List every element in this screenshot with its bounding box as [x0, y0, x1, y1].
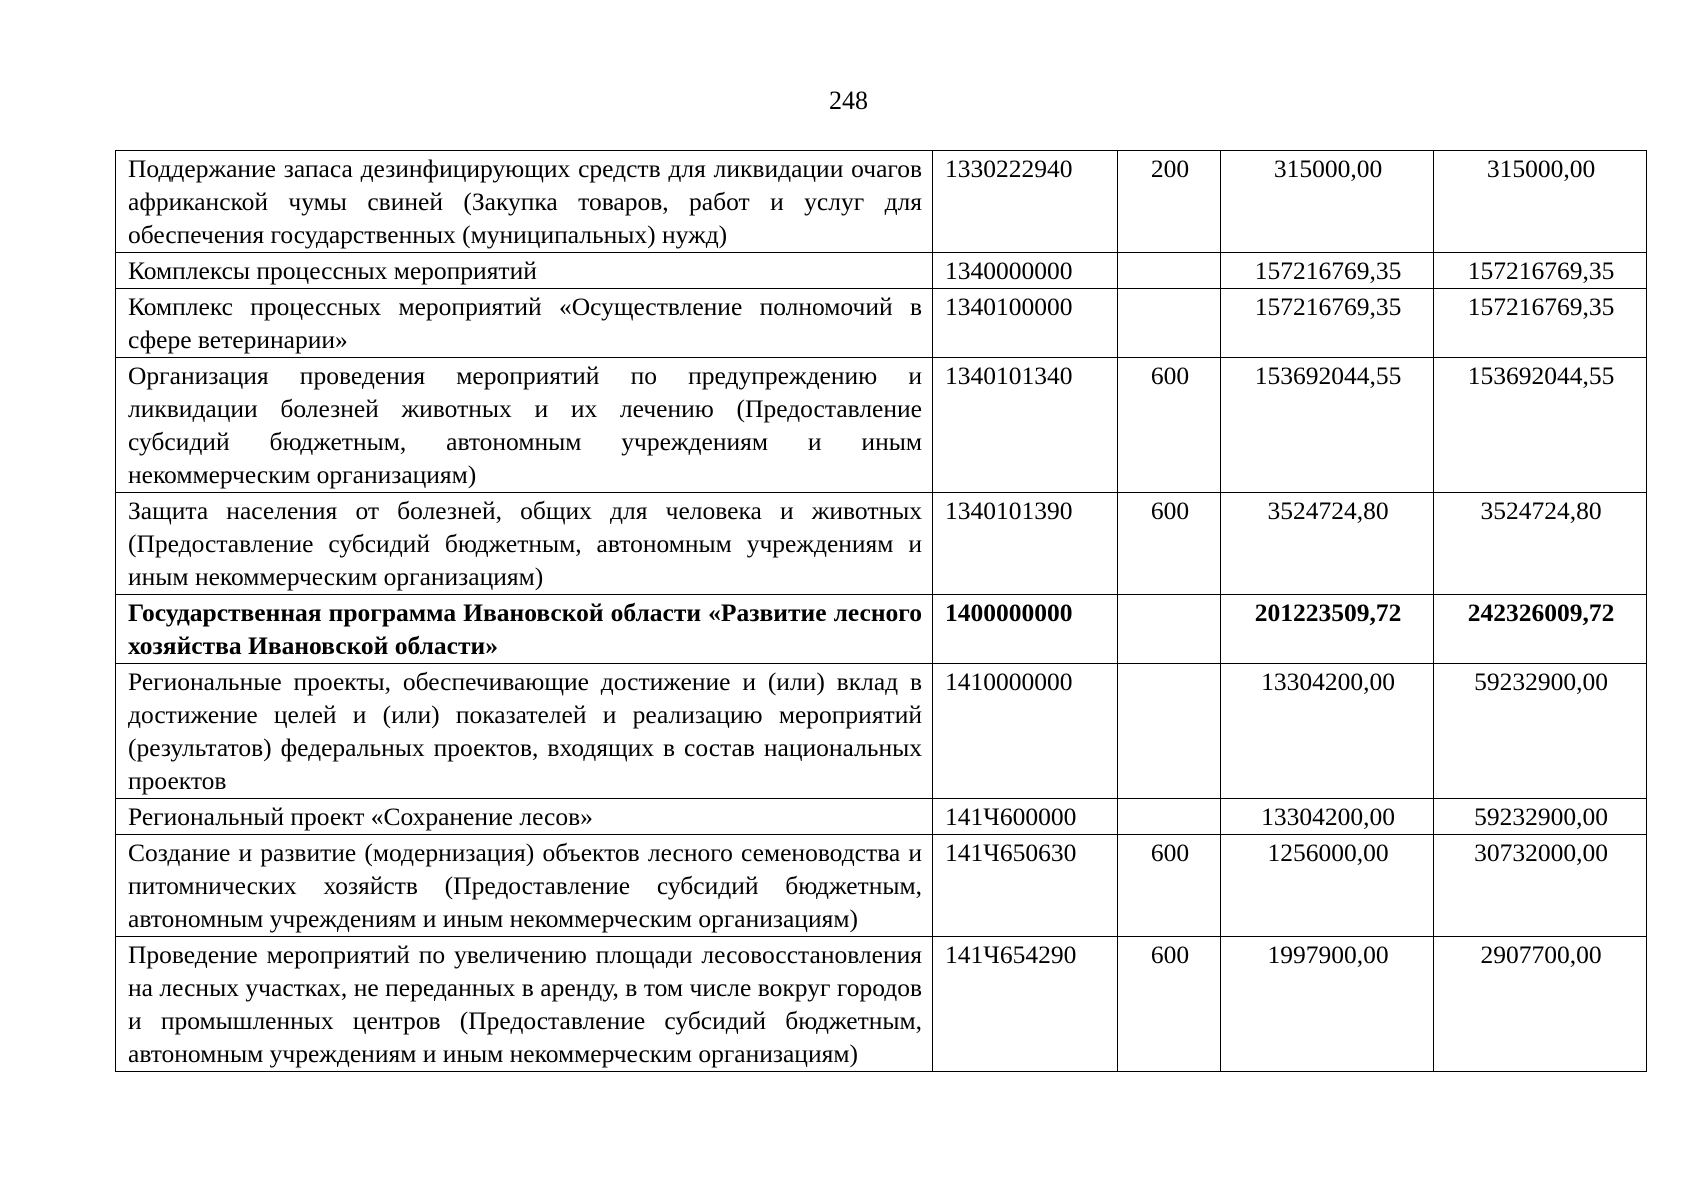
row-code-cell: 141Ч654290 [933, 937, 1118, 1072]
row-amount-second-cell: 157216769,35 [1434, 289, 1647, 358]
row-amount-first-cell: 1997900,00 [1221, 937, 1434, 1072]
table-row [116, 493, 1647, 595]
row-name-cell: Комплексы процессных мероприятий [116, 253, 933, 289]
row-expense-type-cell: 600 [1118, 835, 1221, 937]
page-number: 248 [829, 86, 868, 115]
row-name-cell: Региональные проекты, обеспечивающие достижение и (или) вклад в достижение целей и (или) показателей и реализацию мероприятий (результатов) федеральных проектов, входящих в состав национальных проектов [116, 664, 933, 799]
row-name-cell: Создание и развитие (модернизация) объектов лесного семеноводства и питомнических хозяйств (Предоставление субсидий бюджетным, автономным учреждениям и иным некоммерческим организациям) [116, 835, 933, 937]
row-expense-type-cell: 600 [1118, 358, 1221, 493]
row-expense-type-cell [1118, 664, 1221, 799]
budget-table-body [116, 151, 1647, 1072]
row-code-cell: 141Ч600000 [933, 799, 1118, 835]
row-amount-first-cell: 3524724,80 [1221, 493, 1434, 595]
table-row [116, 664, 1647, 799]
table-row [116, 595, 1647, 664]
row-amount-second-cell: 2907700,00 [1434, 937, 1647, 1072]
row-name-cell: Защита населения от болезней, общих для человека и животных (Предоставление субсидий бюджетным, автономным учреждениям и иным некоммерческим организациям) [116, 493, 933, 595]
budget-table [115, 150, 1647, 1072]
row-amount-second-cell: 315000,00 [1434, 151, 1647, 253]
row-amount-first-cell: 1256000,00 [1221, 835, 1434, 937]
table-row [116, 358, 1647, 493]
row-amount-first-cell: 201223509,72 [1221, 595, 1434, 664]
table-row [116, 289, 1647, 358]
row-name-cell: Комплекс процессных мероприятий «Осуществление полномочий в сфере ветеринарии» [116, 289, 933, 358]
row-code-cell: 1340000000 [933, 253, 1118, 289]
row-code-cell: 141Ч650630 [933, 835, 1118, 937]
table-row [116, 151, 1647, 253]
row-amount-first-cell: 157216769,35 [1221, 253, 1434, 289]
row-expense-type-cell: 600 [1118, 937, 1221, 1072]
row-expense-type-cell [1118, 253, 1221, 289]
row-code-cell: 1330222940 [933, 151, 1118, 253]
table-row [116, 937, 1647, 1072]
table-row [116, 835, 1647, 937]
row-code-cell: 1410000000 [933, 664, 1118, 799]
row-amount-first-cell: 13304200,00 [1221, 664, 1434, 799]
row-code-cell: 1340100000 [933, 289, 1118, 358]
row-name-cell: Проведение мероприятий по увеличению площади лесовосстановления на лесных участках, не переданных в аренду, в том числе вокруг городов и промышленных центров (Предоставление субсидий бюджетным, автономным учреждениям и иным некоммерческим организациям) [116, 937, 933, 1072]
row-expense-type-cell: 200 [1118, 151, 1221, 253]
row-amount-first-cell: 157216769,35 [1221, 289, 1434, 358]
row-expense-type-cell [1118, 595, 1221, 664]
row-expense-type-cell: 600 [1118, 493, 1221, 595]
row-name-cell: Государственная программа Ивановской области «Развитие лесного хозяйства Ивановской области» [116, 595, 933, 664]
row-amount-second-cell: 157216769,35 [1434, 253, 1647, 289]
row-amount-second-cell: 30732000,00 [1434, 835, 1647, 937]
row-name-cell: Организация проведения мероприятий по предупреждению и ликвидации болезней животных и их лечению (Предоставление субсидий бюджетным, автономным учреждениям и иным некоммерческим организациям) [116, 358, 933, 493]
row-code-cell: 1400000000 [933, 595, 1118, 664]
row-code-cell: 1340101340 [933, 358, 1118, 493]
row-amount-second-cell: 3524724,80 [1434, 493, 1647, 595]
row-amount-first-cell: 315000,00 [1221, 151, 1434, 253]
row-amount-second-cell: 153692044,55 [1434, 358, 1647, 493]
row-amount-first-cell: 13304200,00 [1221, 799, 1434, 835]
row-amount-second-cell: 242326009,72 [1434, 595, 1647, 664]
row-code-cell: 1340101390 [933, 493, 1118, 595]
row-expense-type-cell [1118, 799, 1221, 835]
row-amount-second-cell: 59232900,00 [1434, 664, 1647, 799]
table-row [116, 253, 1647, 289]
table-row [116, 799, 1647, 835]
row-expense-type-cell [1118, 289, 1221, 358]
row-name-cell: Региональный проект «Сохранение лесов» [116, 799, 933, 835]
row-amount-second-cell: 59232900,00 [1434, 799, 1647, 835]
row-amount-first-cell: 153692044,55 [1221, 358, 1434, 493]
row-name-cell: Поддержание запаса дезинфицирующих средств для ликвидации очагов африканской чумы свиней (Закупка товаров, работ и услуг для обеспечения государственных (муниципальных) нужд) [116, 151, 933, 253]
